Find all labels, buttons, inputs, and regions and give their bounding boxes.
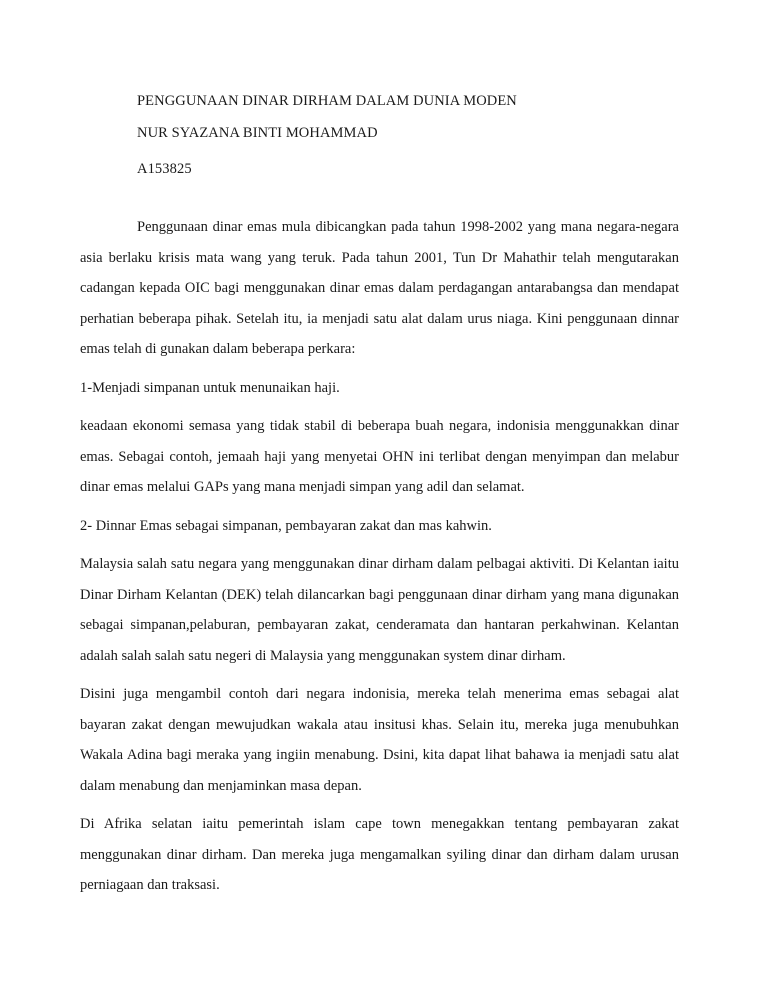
section-heading-zakat: 2- Dinnar Emas sebagai simpanan, pembayaran zakat dan mas kahwin. — [80, 517, 492, 534]
section-heading-haji: 1-Menjadi simpanan untuk menunaikan haji. — [80, 379, 340, 396]
paragraph-kelantan: Malaysia salah satu negara yang menggunakan dinar dirham dalam pelbagai aktiviti. Di Kelantan iaitu Dinar Dirham Kelantan (DEK) telah dilancarkan bagi penggunaan dinar dirham yang mana digunakan sebagai simpanan,pelaburan, pembayaran zakat, cenderamata dan hantaran perkahwinan. Kelantan adalah salah salah satu negeri di Malaysia yang menggunakan system dinar dirham. — [80, 556, 679, 664]
paragraph-haji: keadaan ekonomi semasa yang tidak stabil di beberapa buah negara, indonisia menggunakkan dinar emas. Sebagai contoh, jemaah haji yang menyetai OHN ini terlibat dengan menyimpan dan melabur dinar emas melalui GAPs yang mana menjadi simpan yang adil dan selamat. — [80, 418, 679, 495]
student-id: A153825 — [137, 161, 192, 177]
paragraph-indonesia: Disini juga mengambil contoh dari negara indonisia, mereka telah menerima emas sebagai alat bayaran zakat dengan mewujudkan wakala atau insitusi khas. Selain itu, mereka juga menubuhkan Wakala Adina bagi meraka yang ingiin menabung. Dsini, kita dapat lihat bahawa ia menjadi satu alat dalam menabung dan menjaminkan masa depan. — [80, 686, 679, 794]
document-title: PENGGUNAAN DINAR DIRHAM DALAM DUNIA MODEN — [137, 93, 517, 109]
author-name: NUR SYAZANA BINTI MOHAMMAD — [137, 125, 378, 141]
document-body — [80, 212, 679, 909]
paragraph-afrika: Di Afrika selatan iaitu pemerintah islam cape town menegakkan tentang pembayaran zakat menggunakan dinar dirham. Dan mereka juga mengamalkan syiling dinar dan dirham dalam urusan perniagaan dan traksasi. — [80, 816, 679, 893]
paragraph-introduction: Penggunaan dinar emas mula dibicangkan pada tahun 1998-2002 yang mana negara-negara asia berlaku krisis mata wang yang teruk. Pada tahun 2001, Tun Dr Mahathir telah mengutarakan cadangan kepada OIC bagi menggunakan dinar emas dalam perdagangan antarabangsa dan mendapat perhatian beberapa pihak. Setelah itu, ia menjadi satu alat dalam urus niaga. Kini penggunaan dinnar emas telah di gunakan dalam beberapa perkara: — [80, 219, 679, 357]
